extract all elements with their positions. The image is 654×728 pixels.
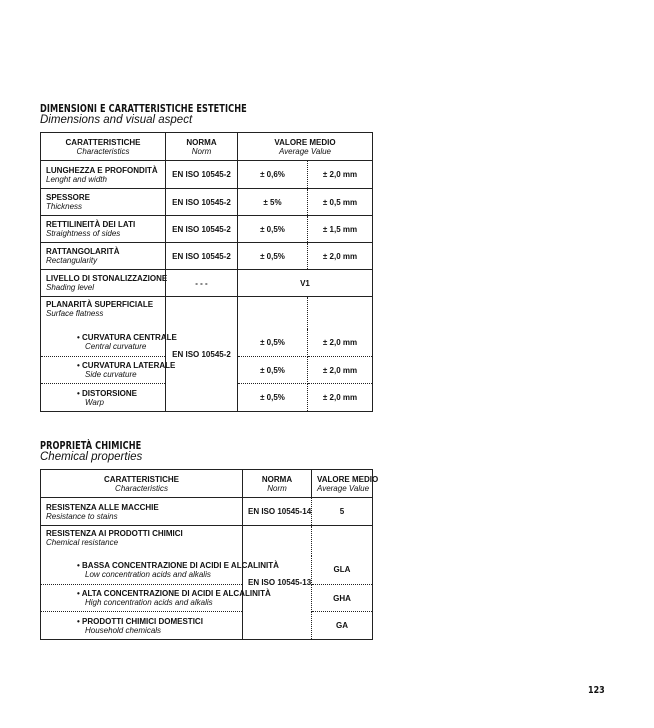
chemical-subtitle: Chemical properties bbox=[40, 451, 143, 463]
row-norm: EN ISO 10545-2 bbox=[166, 243, 238, 270]
page-number: 123 bbox=[588, 685, 605, 696]
dimensions-table bbox=[40, 132, 373, 412]
row-value-percent: ± 0,6% bbox=[238, 161, 308, 189]
subrow-label: • CURVATURA CENTRALE Central curvature bbox=[41, 329, 166, 357]
subrow-value-mm: ± 2,0 mm bbox=[308, 357, 373, 384]
table-row-flatness bbox=[41, 297, 373, 329]
empty-cell bbox=[238, 297, 308, 329]
table-row bbox=[41, 243, 373, 270]
subrow-value: GLA bbox=[312, 556, 373, 585]
table-header-row bbox=[41, 133, 373, 161]
row-label: LUNGHEZZA E PROFONDITÀ Lenght and width bbox=[41, 161, 166, 189]
table-row bbox=[41, 498, 373, 526]
dimensions-subtitle: Dimensions and visual aspect bbox=[40, 114, 193, 126]
dimensions-title: DIMENSIONI E CARATTERISTICHE ESTETICHE bbox=[40, 103, 247, 115]
row-value-mm: ± 1,5 mm bbox=[308, 216, 373, 243]
table-row-shading bbox=[41, 270, 373, 297]
row-value-percent: ± 5% bbox=[238, 189, 308, 216]
row-label: SPESSORE Thickness bbox=[41, 189, 166, 216]
table-subrow bbox=[41, 556, 373, 585]
subrow-value-percent: ± 0,5% bbox=[238, 384, 308, 412]
subrow-value: GA bbox=[312, 612, 373, 640]
table-row bbox=[41, 216, 373, 243]
row-label: PLANARITÀ SUPERFICIALE Surface flatness bbox=[41, 297, 166, 329]
empty-cell bbox=[312, 526, 373, 556]
chemical-title: PROPRIETÀ CHIMICHE bbox=[40, 440, 142, 452]
row-label: RETTILINEITÀ DEI LATI Straightness of sides bbox=[41, 216, 166, 243]
table-subrow bbox=[41, 585, 373, 612]
subrow-value-mm: ± 2,0 mm bbox=[308, 384, 373, 412]
subrow-value: GHA bbox=[312, 585, 373, 612]
row-value: V1 bbox=[238, 270, 373, 297]
row-norm: - - - bbox=[166, 270, 238, 297]
row-value-mm: ± 0,5 mm bbox=[308, 189, 373, 216]
header-norm: NORMA Norm bbox=[243, 470, 312, 498]
table-row-chemical-resistance bbox=[41, 526, 373, 556]
subrow-label: • DISTORSIONE Warp bbox=[41, 384, 166, 412]
subrow-value-percent: ± 0,5% bbox=[238, 329, 308, 357]
header-average-value: VALORE MEDIO Average Value bbox=[238, 133, 373, 161]
row-label: RATTANGOLARITÀ Rectangularity bbox=[41, 243, 166, 270]
table-header-row bbox=[41, 470, 373, 498]
subrow-label: • CURVATURA LATERALE Side curvature bbox=[41, 357, 166, 384]
row-value-percent: ± 0,5% bbox=[238, 243, 308, 270]
row-label: LIVELLO DI STONALIZZAZIONE Shading level bbox=[41, 270, 166, 297]
subrow-value-percent: ± 0,5% bbox=[238, 357, 308, 384]
row-value: 5 bbox=[312, 498, 373, 526]
row-norm: EN ISO 10545-2 bbox=[166, 161, 238, 189]
row-norm: EN ISO 10545-2 bbox=[166, 189, 238, 216]
header-characteristics: CARATTERISTICHE Characteristics bbox=[41, 133, 166, 161]
header-norm: NORMA Norm bbox=[166, 133, 238, 161]
chemical-table bbox=[40, 469, 379, 640]
row-label: RESISTENZA AI PRODOTTI CHIMICI Chemical resistance bbox=[41, 526, 243, 556]
subrow-label: • BASSA CONCENTRAZIONE DI ACIDI E ALCALINITÀ Low concentration acids and alkalis bbox=[41, 556, 243, 585]
row-norm: EN ISO 10545-14 bbox=[243, 498, 312, 526]
row-value-mm: ± 2,0 mm bbox=[308, 243, 373, 270]
subrow-value-mm: ± 2,0 mm bbox=[308, 329, 373, 357]
row-label: RESISTENZA ALLE MACCHIE Resistance to stains bbox=[41, 498, 243, 526]
row-norm: EN ISO 10545-13 bbox=[243, 526, 312, 640]
row-value-percent: ± 0,5% bbox=[238, 216, 308, 243]
table-row bbox=[41, 189, 373, 216]
header-characteristics: CARATTERISTICHE Characteristics bbox=[41, 470, 243, 498]
subrow-label: • PRODOTTI CHIMICI DOMESTICI Household chemicals bbox=[41, 612, 243, 640]
row-norm: EN ISO 10545-2 bbox=[166, 216, 238, 243]
header-average-value: VALORE MEDIO Average Value bbox=[312, 470, 373, 498]
subrow-label: • ALTA CONCENTRAZIONE DI ACIDI E ALCALINITÀ High concentration acids and alkalis bbox=[41, 585, 243, 612]
table-row bbox=[41, 161, 373, 189]
empty-cell bbox=[308, 297, 373, 329]
row-value-mm: ± 2,0 mm bbox=[308, 161, 373, 189]
table-subrow bbox=[41, 612, 373, 640]
row-norm: EN ISO 10545-2 bbox=[166, 297, 238, 412]
